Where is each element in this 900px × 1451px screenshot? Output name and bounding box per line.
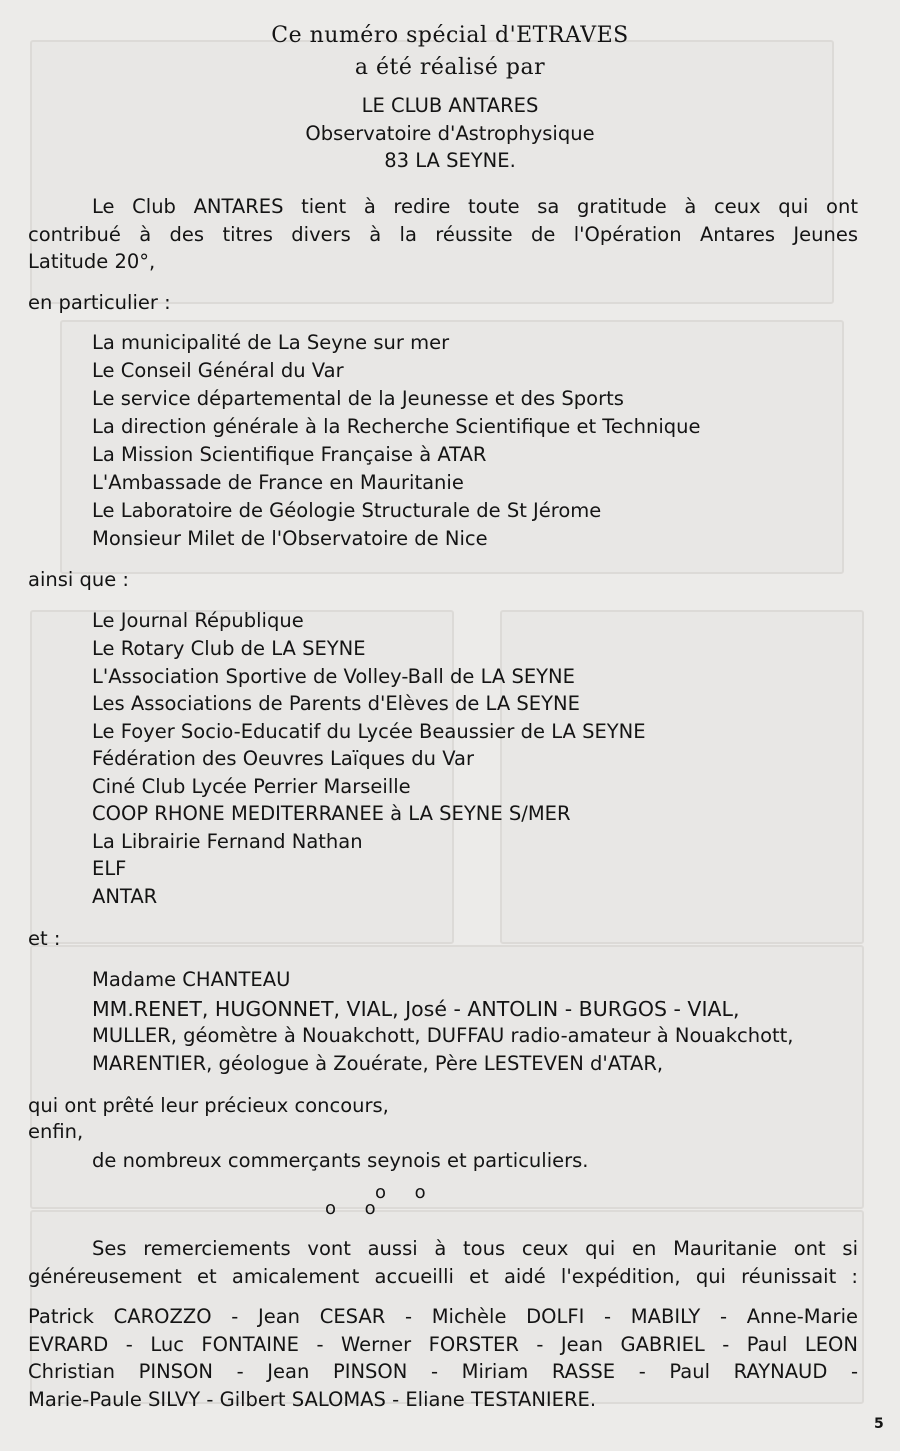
header-line-1: Ce numéro spécial d'ETRAVES [271, 23, 629, 48]
section-label-particular: en particulier : [28, 291, 171, 314]
intro-line-2: contribué à des titres divers à la réussite de l'Opération Antares Jeunes [28, 223, 858, 246]
closing-line-2: enfin, [28, 1120, 84, 1143]
list-item: La direction générale à la Recherche Scientifique et Technique [92, 415, 701, 438]
thanks-line-1: Ses remerciements vont aussi à tous ceux qui en Mauritanie ont si [92, 1237, 858, 1260]
list-item: COOP RHONE MEDITERRANEE à LA SEYNE S/MER [92, 802, 571, 825]
members-line-4: Marie-Paule SILVY - Gilbert SALOMAS - Eliane TESTANIERE. [28, 1388, 597, 1411]
closing-line-1: qui ont prêté leur précieux concours, [28, 1094, 389, 1117]
list-item: Les Associations de Parents d'Elèves de LA SEYNE [92, 692, 580, 715]
members-line-2: EVRARD - Luc FONTAINE - Werner FORSTER - Jean GABRIEL - Paul LEON [28, 1333, 858, 1356]
thanks-line-2: généreusement et amicalement accueilli et aidé l'expédition, qui réunissait : [28, 1265, 858, 1288]
intro-line-3: Latitude 20°, [28, 250, 156, 273]
list-item: Le Journal République [92, 609, 304, 632]
club-name: LE CLUB ANTARES [361, 94, 539, 117]
section-label-and: et : [28, 927, 61, 950]
intro-line-1: Le Club ANTARES tient à redire toute sa gratitude à ceux qui ont [92, 195, 858, 218]
observatory-name: Observatoire d'Astrophysique [305, 122, 595, 145]
list-item: Le Conseil Général du Var [92, 359, 344, 382]
list-item: Le Laboratoire de Géologie Structurale de St Jérome [92, 499, 602, 522]
list-item: ANTAR [92, 885, 158, 908]
members-line-1: Patrick CAROZZO - Jean CESAR - Michèle DOLFI - MABILY - Anne-Marie [28, 1305, 858, 1328]
list-item: Le service départemental de la Jeunesse et des Sports [92, 387, 624, 410]
list-item: MARENTIER, géologue à Zouérate, Père LESTEVEN d'ATAR, [92, 1052, 664, 1075]
list-item: Ciné Club Lycée Perrier Marseille [92, 775, 411, 798]
list-item: Fédération des Oeuvres Laïques du Var [92, 747, 475, 770]
section-label-also: ainsi que : [28, 568, 130, 591]
header-line-2: a été réalisé par [354, 55, 546, 80]
list-item: L'Ambassade de France en Mauritanie [92, 471, 464, 494]
list-item: ELF [92, 857, 127, 880]
list-item: L'Association Sportive de Volley-Ball de LA SEYNE [92, 665, 575, 688]
list-item: Le Rotary Club de LA SEYNE [92, 637, 366, 660]
list-item: La Librairie Fernand Nathan [92, 830, 363, 853]
separator-dots-bottom: o o [325, 1198, 376, 1219]
list-item: La Mission Scientifique Française à ATAR [92, 443, 487, 466]
list-item: Madame CHANTEAU [92, 968, 291, 991]
list-item: La municipalité de La Seyne sur mer [92, 331, 450, 354]
club-city: 83 LA SEYNE. [384, 149, 516, 172]
closing-line-3: de nombreux commerçants seynois et particuliers. [92, 1149, 589, 1172]
list-item: MULLER, géomètre à Nouakchott, DUFFAU radio-amateur à Nouakchott, [92, 1024, 794, 1047]
list-item: Monsieur Milet de l'Observatoire de Nice [92, 527, 488, 550]
bleed-through-box-right [500, 610, 864, 944]
separator-dots-top: o o [375, 1182, 426, 1203]
list-item: Le Foyer Socio-Educatif du Lycée Beaussier de LA SEYNE [92, 720, 646, 743]
list-item: MM.RENET, HUGONNET, VIAL, José - ANTOLIN - BURGOS - VIAL, [92, 997, 740, 1021]
page-number: 5 [874, 1416, 884, 1432]
members-line-3: Christian PINSON - Jean PINSON - Miriam RASSE - Paul RAYNAUD - [28, 1360, 858, 1383]
